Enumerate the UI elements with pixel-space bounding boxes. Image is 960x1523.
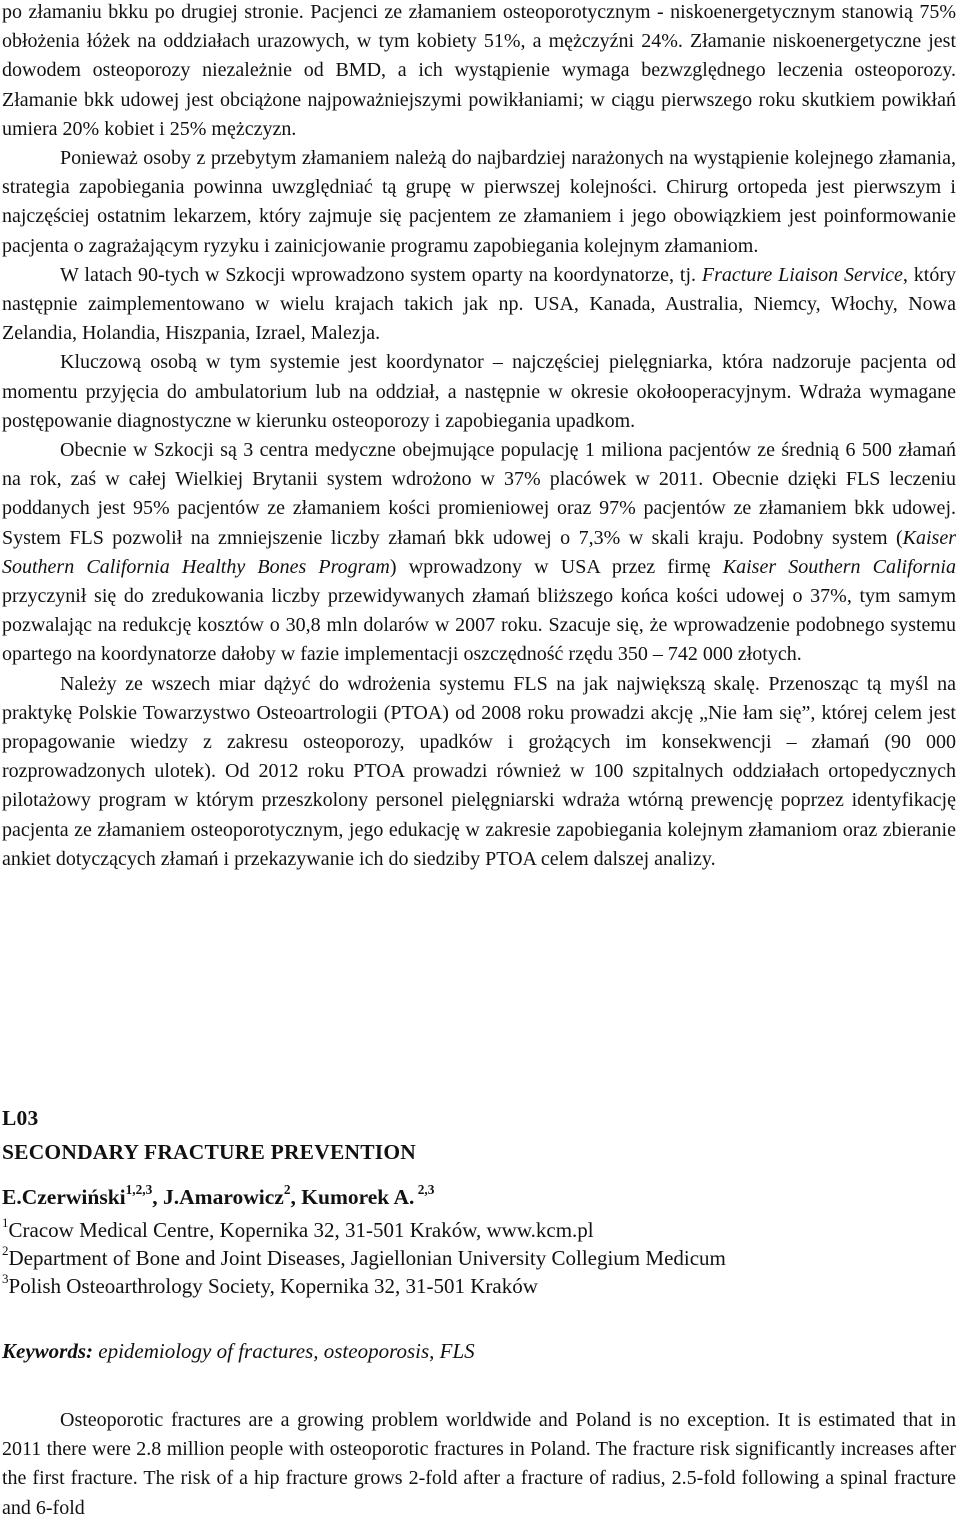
paragraph-2: Ponieważ osoby z przebytym złamaniem należą do najbardziej narażonych na wystąpienie kolejnego złamania, strategia zapobiegania powinna uwzględniać tą grupę w pierwszej kolejności. Chirurg ortopeda jest pierwszym i najczęściej ostatnim lekarzem, który zajmuje się pacjentem ze złamaniem i jego obowiązkiem jest poinformowanie pacjenta o zagrażającym ryzyku i zainicjowanie programu zapobiegania kolejnym złamaniom. [2,147,956,257]
paragraph-5-text-a: Obecnie w Szkocji są 3 centra medyczne obejmujące populację 1 miliona pacjentów ze średnią 6 500 złamań na rok, zaś w całej Wielkiej Brytanii system wdrożono w 37% placówek w 2011. Obecnie dzięki FLS leczeniu poddanych jest 95% pacjentów ze złamaniem kości promieniowej oraz 97% pacjentów ze złamaniem bkk udowej. System FLS pozwolił na zmniejszenie liczby złamań bkk udowej o 7,3% w skali kraju. Podobny system ( [2,439,956,549]
affiliation-3-num: 3 [2,1271,9,1286]
author-2-affil: 2 [283,1181,291,1197]
affiliation-2 [2,1244,726,1272]
affiliation-2-num: 2 [2,1243,9,1258]
paragraph-5-italic-2: Kaiser Southern California [722,555,956,578]
affiliation-2-text: Department of Bone and Joint Diseases, Jagiellonian University Collegium Medicum [8,1246,726,1270]
affiliation-3 [2,1272,726,1300]
author-sep-2: , [290,1185,302,1209]
keywords [2,1336,475,1366]
author-2: J.Amarowicz [163,1185,284,1209]
affiliations [2,1216,726,1300]
affiliation-1-text: Cracow Medical Centre, Kopernika 32, 31-501 Kraków, www.kcm.pl [8,1218,594,1242]
paragraph-5-text-c: przyczynił się do zredukowania liczby przewidywanych złamań bliższego końca kości udowej o 37%, tym samym pozwalając na redukcję kosztów o 30,8 mln dolarów w 2007 roku. Szacuje się, że wprowadzenie podobnego systemu opartego na koordynatorze dałoby w fazie implementacji oszczędność rzędu 350 – 742 000 złotych. [2,585,956,666]
paragraph-5-text-b: ) wprowadzony w USA przez firmę [389,555,723,578]
paragraph-5 [2,436,956,670]
paragraph-3-text-a: W latach 90-tych w Szkocji wprowadzono system oparty na koordynatorze, tj. [60,263,702,286]
paragraph-1: po złamaniu bkku po drugiej stronie. Pacjenci ze złamaniem osteoporotycznym - niskoenergetycznym stanowią 75% obłożenia łóżek na oddziałach urazowych, w tym kobiety 51%, a mężczyźni 24%. Złamanie niskoenergetyczne jest dowodem osteoporozy niezależnie od BMD, a ich wystąpienie wymaga bezwzględnego leczenia osteoporozy. Złamanie bkk udowej jest obciążone najpoważniejszymi powikłaniami; w ciągu pierwszego roku skutkiem powikłań umiera 20% kobiet i 25% mężczyzn. [2,1,956,140]
author-3-affil: 2,3 [414,1181,435,1197]
affiliation-1 [2,1216,726,1244]
abstract-heading [2,1101,956,1169]
abstract-code: L03 [2,1106,39,1130]
keywords-label: Keywords: [2,1339,93,1363]
paragraph-5-italic-1: Kaiser Southern California Healthy Bones Program [2,526,956,578]
author-sep-1: , [152,1185,164,1209]
paragraph-6: Należy ze wszech miar dążyć do wdrożenia systemu FLS na jak największą skalę. Przenosząc tą myśl na praktykę Polskie Towarzystwo Osteoartrologii (PTOA) od 2008 roku prowadzi akcję „Nie łam się”, której celem jest propagowanie wiedzy z zakresu osteoporozy, upadków i grożących im konsekwencji – złamań (90 000 rozprowadzonych ulotek). Od 2012 roku PTOA prowadzi również w 100 szpitalnych oddziałach ortopedycznych pilotażowy program w którym przeszkolony personel pielęgniarski wdraża wtórną prewencję poprzez identyfikację pacjenta ze złamaniem osteoporotycznym, jego edukację w zakresie zapobiegania kolejnym złamaniom oraz zbieranie ankiet dotyczących złamań i przekazywanie ich do siedziby PTOA celem dalszej analizy. [2,672,956,870]
english-body-text [2,1406,956,1523]
paragraph-3-text-b: , który następnie zaimplementowano w wielu krajach takich jak np. USA, Kanada, Australia, Niemcy, Włochy, Nowa Zelandia, Holandia, Hiszpania, Izrael, Malezja. [2,263,957,345]
polish-body-text [2,0,956,874]
affiliation-1-num: 1 [2,1215,9,1230]
paragraph-4: Kluczową osobą w tym systemie jest koordynator – najczęściej pielęgniarka, która nadzoruje pacjenta od momentu przyjęcia do ambulatorium lub na oddział, a następnie w okresie okołooperacyjnym. Wdraża wymagane postępowanie diagnostyczne w kierunku osteoporozy i zapobiegania upadkom. [2,351,956,432]
author-line [2,1180,434,1214]
english-paragraph-1: Osteoporotic fractures are a growing problem worldwide and Poland is no exception. It is estimated that in 2011 there were 2.8 million people with osteoporotic fractures in Poland. The fracture risk significantly increases after the first fracture. The risk of a hip fracture grows 2-fold after a fracture of radius, 2.5-fold following a spinal fracture and 6-fold [2,1409,956,1519]
abstract-title: SECONDARY FRACTURE PREVENTION [2,1140,416,1164]
paragraph-3-italic: Fracture Liaison Service [701,263,903,286]
author-3: Kumorek A. [301,1185,415,1209]
affiliation-3-text: Polish Osteoarthrology Society, Kopernika 32, 31-501 Kraków [8,1274,538,1298]
author-1-affil: 1,2,3 [125,1181,153,1197]
paragraph-3 [2,261,956,349]
author-1: E.Czerwiński [2,1185,126,1209]
keywords-text: epidemiology of fractures, osteoporosis, FLS [93,1339,475,1363]
